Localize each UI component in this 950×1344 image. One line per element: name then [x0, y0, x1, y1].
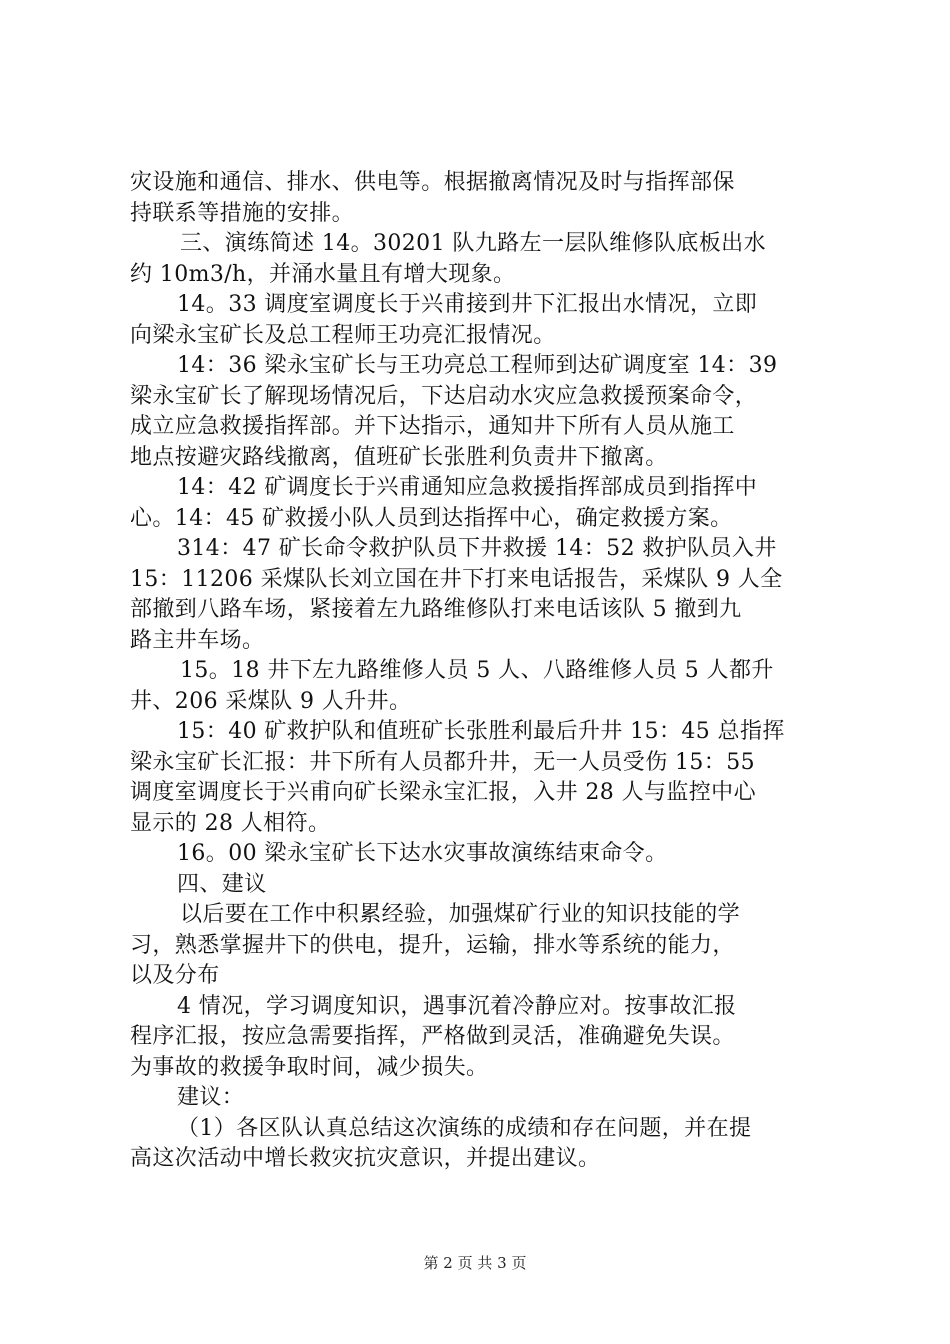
text-line: 为事故的救援争取时间，减少损失。: [130, 1054, 489, 1080]
text-line: 灾设施和通信、排水、供电等。根据撤离情况及时与指挥部保: [130, 170, 735, 195]
paragraph-start-line: 14。33 调度室调度长于兴甫接到井下汇报出水情况，立即: [177, 292, 758, 317]
text-line: 约 10m3/h，并涌水量且有增大现象。: [130, 261, 516, 287]
text-line: 以及分布: [130, 963, 220, 988]
text-line: 高这次活动中增长救灾抗灾意识，并提出建议。: [130, 1146, 601, 1171]
text-line: 路主井车场。: [130, 627, 265, 653]
paragraph-start-line: 15。18 井下左九路维修人员 5 人、八路维修人员 5 人都升: [180, 658, 774, 683]
text-line: 程序汇报，按应急需要指挥，严格做到灵活，准确避免失误。: [130, 1024, 735, 1049]
paragraph-start-line: 14：36 梁永宝矿长与王功亮总工程师到达矿调度室 14：39: [177, 353, 778, 378]
paragraph-start-line: 314：47 矿长命令救护队员下井救援 14：52 救护队员入井: [177, 536, 777, 561]
text-line: 梁永宝矿长汇报：井下所有人员都升井，无一人员受伤 15：55: [130, 749, 755, 775]
text-line: 15：11206 采煤队长刘立国在井下打来电话报告，采煤队 9 人全: [130, 566, 783, 592]
paragraph-start-line: 15：40 矿救护队和值班矿长张胜利最后升井 15：45 总指挥: [177, 719, 785, 744]
text-line: 显示的 28 人相符。: [130, 810, 331, 836]
text-line: 地点按避灾路线撤离，值班矿长张胜利负责井下撤离。: [130, 444, 668, 470]
text-line: 心。14：45 矿救援小队人员到达指挥中心，确定救援方案。: [130, 505, 733, 531]
list-item-line: （1）各区队认真总结这次演练的成绩和存在问题，并在提: [177, 1115, 752, 1141]
paragraph-start-line: 4 情况，学习调度知识，遇事沉着冷静应对。按事故汇报: [177, 993, 737, 1019]
text-line: 向梁永宝矿长及总工程师王功亮汇报情况。: [130, 322, 556, 348]
section-heading-line: 四、建议: [177, 871, 267, 897]
text-line: 梁永宝矿长了解现场情况后，下达启动水灾应急救援预案命令，: [130, 383, 758, 409]
paragraph-start-line: 14：42 矿调度长于兴甫通知应急救援指挥部成员到指挥中: [177, 475, 758, 500]
document-body: [130, 168, 830, 1175]
page-number: 第 2 页 共 3 页: [423, 1254, 527, 1272]
subheading-line: 建议：: [177, 1085, 245, 1110]
text-line: 井、206 采煤队 9 人升井。: [130, 688, 412, 714]
text-line: 调度室调度长于兴甫向矿长梁永宝汇报，入井 28 人与监控中心: [130, 780, 756, 805]
text-line: 部撤到八路车场，紧接着左九路维修队打来电话该队 5 撤到九: [130, 597, 742, 622]
text-line: 成立应急救援指挥部。并下达指示，通知井下所有人员从施工: [130, 414, 735, 439]
page-footer: [0, 1253, 950, 1273]
text-line: 持联系等措施的安排。: [130, 200, 355, 226]
paragraph-start-line: 以后要在工作中积累经验，加强煤矿行业的知识技能的学: [180, 902, 741, 927]
section-heading-line: 三、演练简述 14。30201 队九路左一层队维修队底板出水: [180, 231, 766, 256]
paragraph-start-line: 16。00 梁永宝矿长下达水灾事故演练结束命令。: [177, 841, 668, 866]
text-line: 习，熟悉掌握井下的供电，提升，运输，排水等系统的能力，: [130, 932, 735, 958]
